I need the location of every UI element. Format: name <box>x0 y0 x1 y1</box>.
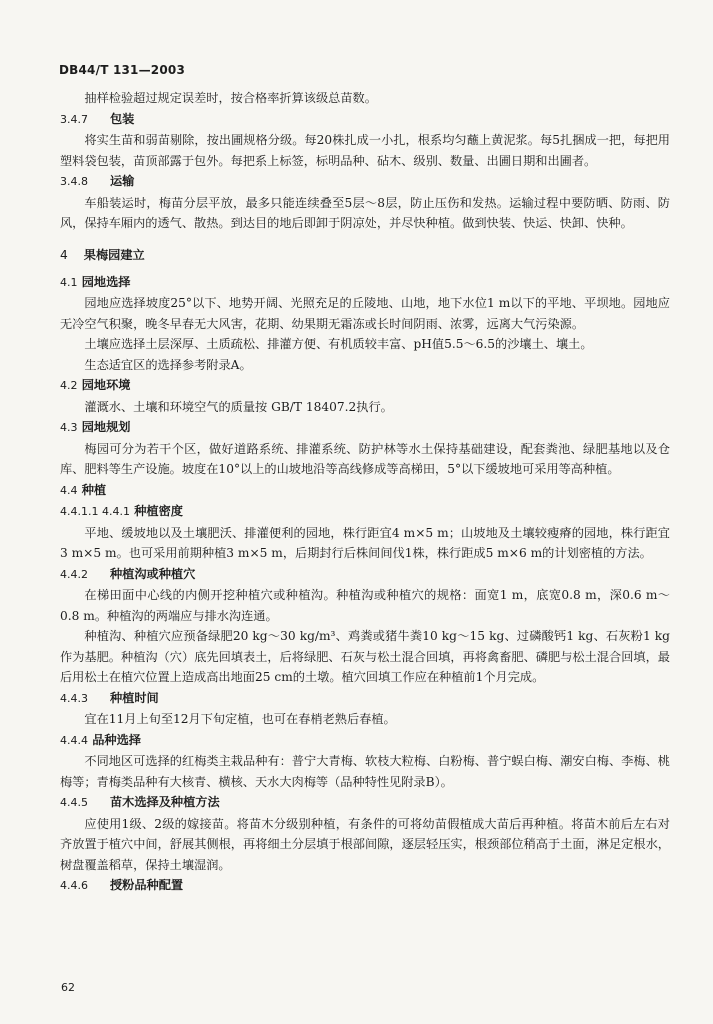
section-heading-4-1 <box>60 272 670 294</box>
section-title: 运输 <box>110 174 135 188</box>
paragraph: 种植沟、种植穴应预备绿肥20 kg～30 kg/m³、鸡粪或猪牛粪10 kg～15 kg、过磷酸钙1 kg、石灰粉1 kg作为基肥。种植沟（穴）底先回填表土，后将绿肥、石灰与松土混合回填，再将禽畜肥、磷肥与松土混合回填，最后用松土在植穴位置上造成高出地面25 cm的土墩。植穴回填工作应在种植前1个月完成。 <box>60 629 670 684</box>
chapter-heading-4 <box>60 244 670 266</box>
paragraph: 在梯田面中心线的内侧开挖种植穴或种植沟。种植沟或种植穴的规格：面宽1 m，底宽0.8 m，深0.6 m～0.8 m。种植沟的两端应与排水沟连通。 <box>60 588 670 623</box>
section-title: 包装 <box>110 111 135 126</box>
section-heading-3-4-7 <box>60 109 670 131</box>
section-heading-4-4-6 <box>60 875 670 897</box>
paragraph: 车船装运时，梅苗分层平放，最多只能连续叠至5层～8层，防止压伤和发热。运输过程中要防晒、防雨、防风，保持车厢内的透气、散热。到达目的地后即卸于阴凉处，并尽快种植。做到快装、快运、快卸、快种。 <box>60 195 670 230</box>
section-number: 4.4.5 <box>60 796 88 809</box>
section-number: 4.4.6 <box>60 879 88 892</box>
section-heading-4-4-3 <box>60 688 670 710</box>
paragraph: 灌溉水、土壤和环境空气的质量按 GB/T 18407.2执行。 <box>84 399 393 414</box>
section-title: 园地环境 <box>81 378 131 392</box>
standard-number: DB44/T 131—2003 <box>59 63 185 77</box>
section-title: 种植沟或种植穴 <box>110 566 196 581</box>
paragraph: 园地应选择坡度25°以下、地势开阔、光照充足的丘陵地、山地，地下水位1 m以下的平地、平坝地。园地应无冷空气积聚，晚冬早春无大风害，花期、幼果期无霜冻或长时间阴雨、浓雾，远离大气污染源。 <box>60 296 670 331</box>
section-heading-3-4-8 <box>60 171 670 193</box>
section-title: 园地规划 <box>81 420 131 434</box>
section-heading-4-4 <box>60 480 670 502</box>
chapter-title: 果梅园建立 <box>83 247 145 262</box>
section-heading-4-3 <box>60 417 670 439</box>
section-title: 种植时间 <box>110 690 159 705</box>
section-heading-4-4-4 <box>60 730 670 752</box>
section-number: 4.4.2 <box>60 567 88 581</box>
section-number: 4.1 <box>60 275 78 289</box>
section-title: 苗木选择及种植方法 <box>110 795 220 809</box>
section-title: 授粉品种配置 <box>110 878 184 892</box>
section-number: 4.4.1.1 4.4.1 <box>60 505 130 518</box>
page-body <box>60 88 670 897</box>
chapter-number: 4 <box>60 247 68 262</box>
section-number: 4.4 <box>60 483 78 497</box>
section-number: 3.4.7 <box>60 112 88 126</box>
section-heading-4-2 <box>60 375 670 397</box>
section-title: 种植 <box>81 482 107 497</box>
section-heading-4-4-1 <box>60 501 670 523</box>
paragraph: 将实生苗和弱苗剔除，按出圃规格分级。每20株扎成一小扎，根系均匀蘸上黄泥浆。每5扎捆成一把，每把用塑料袋包装，苗顶部露于包外。每把系上标签，标明品种、砧木、级别、数量、出圃日期和出圃者。 <box>60 133 670 168</box>
paragraph: 宜在11月上旬至12月下旬定植，也可在春梢老熟后春植。 <box>84 712 396 726</box>
section-number: 3.4.8 <box>60 175 88 188</box>
section-number: 4.2 <box>60 379 78 392</box>
section-title: 园地选择 <box>81 274 131 289</box>
page-number: 62 <box>61 981 75 994</box>
paragraph: 不同地区可选择的红梅类主栽品种有：普宁大青梅、软枝大粒梅、白粉梅、普宁蜈白梅、潮安白梅、李梅、桃梅等；青梅类品种有大核青、横核、天水大肉梅等（品种特性见附录B）。 <box>60 754 670 789</box>
paragraph: 抽样检验超过规定误差时，按合格率折算该级总苗数。 <box>84 91 377 105</box>
section-number: 4.4.4 <box>60 733 88 747</box>
paragraph: 梅园可分为若干个区，做好道路系统、排灌系统、防护林等水土保持基础建设，配套粪池、绿肥基地以及仓库、肥料等生产设施。坡度在10°以上的山坡地沿等高线修成等高梯田，5°以下缓坡地可采用等高种植。 <box>60 441 670 476</box>
section-heading-4-4-5 <box>60 792 670 814</box>
paragraph: 平地、缓坡地以及土壤肥沃、排灌便利的园地，株行距宜4 m×5 m；山坡地及土壤较瘦瘠的园地，株行距宜3 m×5 m。也可采用前期种植3 m×5 m，后期封行后株间间伐1株，株行距成5 m×6 m的计划密植的方法。 <box>60 525 670 560</box>
section-number: 4.4.3 <box>60 691 88 705</box>
paragraph: 应使用1级、2级的嫁接苗。将苗木分级别种植，有条件的可将幼苗假植成大苗后再种植。将苗木前后左右对齐放置于植穴中间，舒展其侧根，再将细土分层填于根部间隙，逐层轻压实，根颈部位稍高于土面，淋足定根水，树盘覆盖稻草，保持土壤湿润。 <box>60 816 670 872</box>
section-heading-4-4-2 <box>60 564 670 586</box>
paragraph: 生态适宜区的选择参考附录A。 <box>84 357 252 372</box>
paragraph: 土壤应选择土层深厚、土质疏松、排灌方便、有机质较丰富、pH值5.5～6.5的沙壤土、壤土。 <box>84 337 593 351</box>
section-title: 品种选择 <box>92 732 141 747</box>
section-number: 4.3 <box>60 421 78 434</box>
section-title: 种植密度 <box>134 504 183 518</box>
